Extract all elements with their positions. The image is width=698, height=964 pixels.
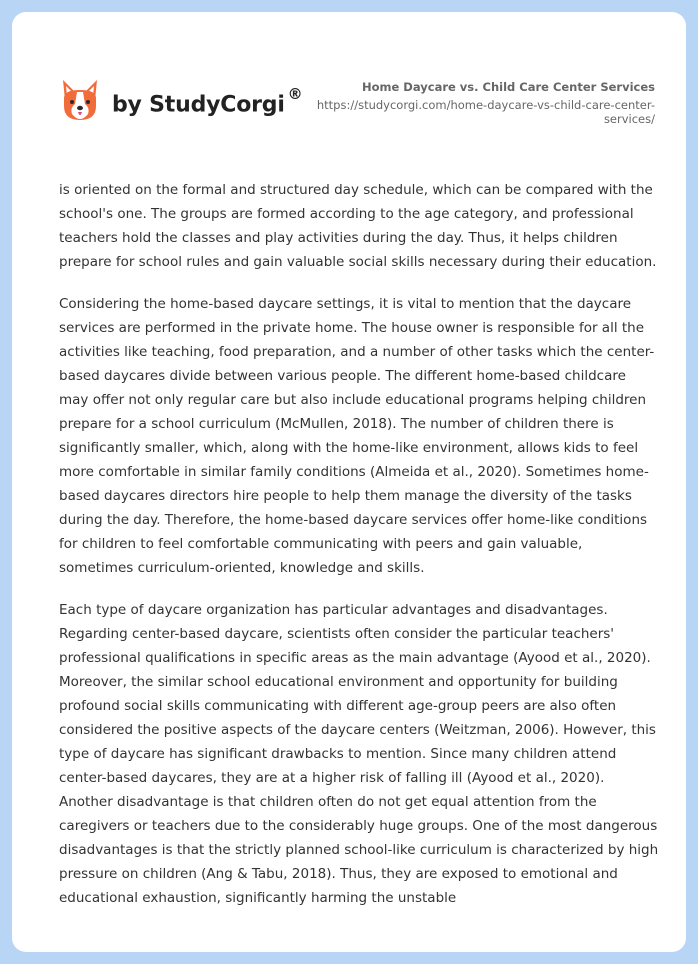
registered-mark: ® [287,84,303,103]
document-title: Home Daycare vs. Child Care Center Services [362,80,655,94]
document-page [12,12,686,952]
document-meta [295,80,655,126]
page-header [12,12,686,152]
document-body [59,178,659,928]
document-url[interactable]: https://studycorgi.com/home-daycare-vs-child-care-center-services/ [316,98,655,126]
corgi-head-icon [60,78,100,124]
studycorgi-logo[interactable] [60,78,302,124]
paragraph: is oriented on the formal and structured day schedule, which can be compared with the school's one. The groups are formed according to the age category, and professional teachers hold the classes and play activities during the day. Thus, it helps children prepare for school rules and gain valuable social skills necessary during their education. [59,182,657,270]
brand-name: by StudyCorgi ® [112,84,303,118]
paragraph: Considering the home-based daycare settings, it is vital to mention that the daycare services are performed in the private home. The house owner is responsible for all the activities like teaching, food preparation, and a number of other tasks which the center-based daycares divide between various people. The different home-based childcare may offer not only regular care but also include educational programs helping children prepare for a school curriculum (McMullen, 2018). The number of children there is significantly smaller, which, along with the home-like environment, allows kids to feel more comfortable in similar family conditions (Almeida et al., 2020). Sometimes home-based daycares directors hire people to help them manage the diversity of the tasks during the day. Therefore, the home-based daycare services offer home-like conditions for children to feel comfortable communicating with peers and gain valuable, sometimes curriculum-oriented, knowledge and skills. [59,296,655,576]
paragraph: Each type of daycare organization has particular advantages and disadvantages. Regarding center-based daycare, scientists often consider the particular teachers' professional qualifications in specific areas as the main advantage (Ayood et al., 2020). Moreover, the similar school educational environment and opportunity for building profound social skills communicating with different age-group peers are also often considered the positive aspects of the daycare centers (Weitzman, 2006). However, this type of daycare has significant drawbacks to mention. Since many children attend center-based daycares, they are at a higher risk of falling ill (Ayood et al., 2020). Another disadvantage is that children often do not get equal attention from the caregivers or teachers due to the considerably huge groups. One of the most dangerous disadvantages is that the strictly planned school-like curriculum is characterized by high pressure on children (Ang & Tabu, 2018). Thus, they are exposed to emotional and educational exhaustion, significantly harming the unstable [59,602,659,906]
